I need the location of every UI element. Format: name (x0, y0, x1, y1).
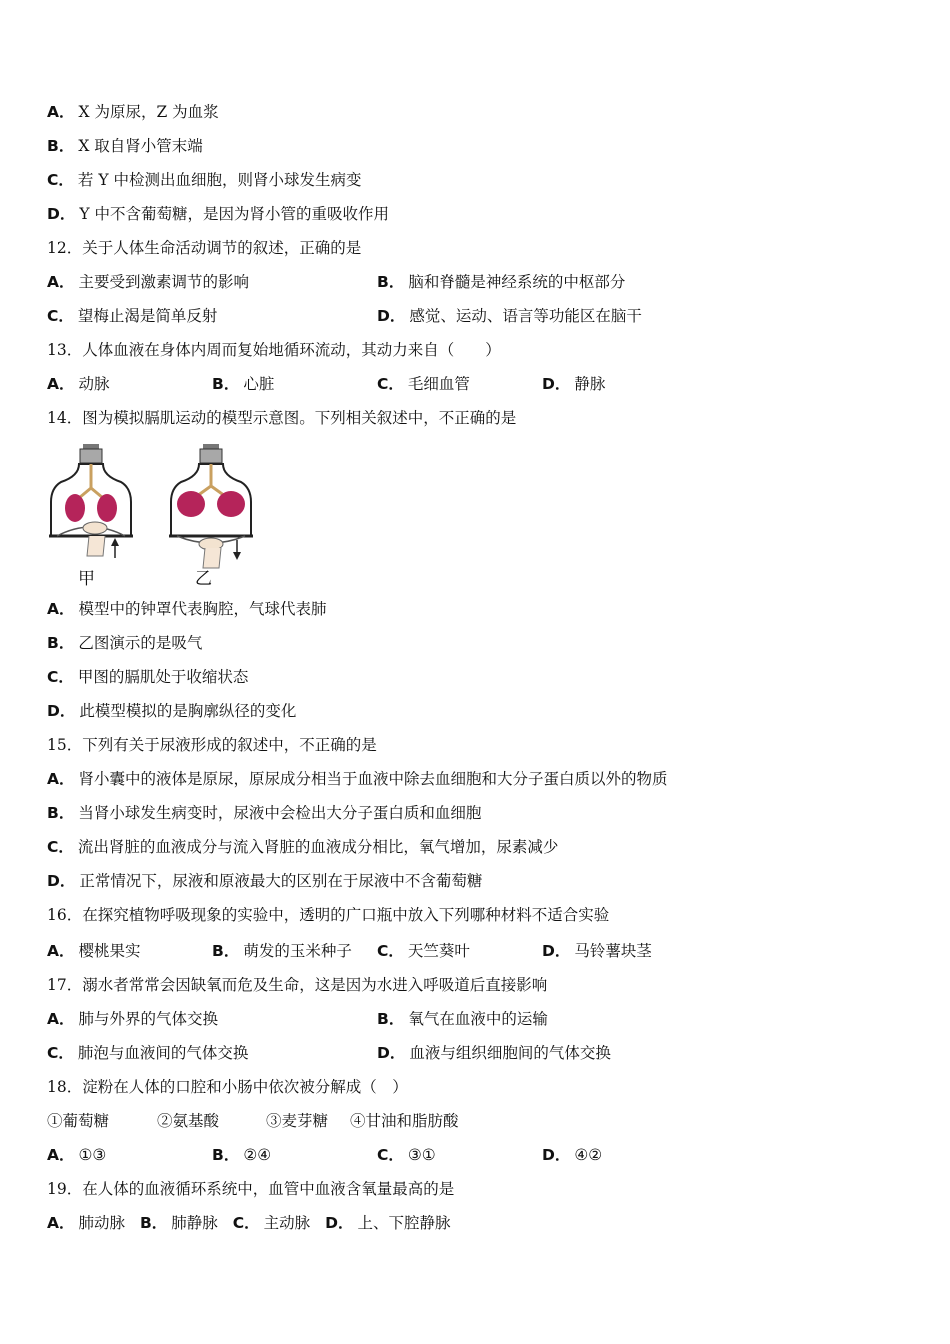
q13-stem: 13．人体血液在身体内周而复始地循环流动，其动力来自（ ） (47, 341, 501, 359)
q19-options (47, 1213, 450, 1233)
q17-option-c: C． 肺泡与血液间的气体交换 (47, 1044, 249, 1062)
q17-option-b: B． 氧气在血液中的运输 (377, 1010, 548, 1028)
q17-stem: 17．溺水者常常会因缺氧而危及生命，这是因为水进入呼吸道后直接影响 (47, 976, 548, 994)
figure-label-right: 乙 (195, 569, 212, 589)
q18-item-1: ①葡萄糖 (47, 1112, 110, 1130)
q15-option-a: A． 肾小囊中的液体是原尿，原尿成分相当于血液中除去血细胞和大分子蛋白质以外的物质 (47, 770, 668, 788)
q16-option-a: A． 樱桃果实 (47, 942, 141, 960)
figure-label-left: 甲 (78, 569, 95, 589)
q14-option-b: B． 乙图演示的是吸气 (47, 634, 203, 652)
q16-stem: 16．在探究植物呼吸现象的实验中，透明的广口瓶中放入下列哪种材料不适合实验 (47, 906, 610, 924)
q17-option-a: A． 肺与外界的气体交换 (47, 1010, 219, 1028)
jar-right (169, 444, 253, 568)
jar-left (49, 444, 133, 558)
q19-option-c-text: 主动脉 (263, 1214, 311, 1232)
q19-option-d-text: 上、下腔静脉 (357, 1214, 451, 1232)
q18-option-b: B． ②④ (212, 1146, 272, 1164)
q11-option-d: D． Y 中不含葡萄糖，是因为肾小管的重吸收作用 (47, 205, 390, 223)
q12-option-a: A． 主要受到激素调节的影响 (47, 273, 250, 291)
q15-stem: 15．下列有关于尿液形成的叙述中，不正确的是 (47, 736, 377, 754)
q12-option-c: C． 望梅止渴是简单反射 (47, 307, 218, 325)
q11-option-c: C． 若 Y 中检测出血细胞，则肾小球发生病变 (47, 171, 362, 189)
q14-option-d: D． 此模型模拟的是胸廓纵径的变化 (47, 702, 297, 720)
q13-option-d: D． 静脉 (542, 375, 606, 393)
q19-option-d-label: D． (325, 1214, 354, 1232)
q13-option-c: C． 毛细血管 (377, 375, 470, 393)
q19-option-a-text: 肺动脉 (78, 1214, 126, 1232)
q16-option-b: B． 萌发的玉米种子 (212, 942, 352, 960)
q12-option-d: D． 感觉、运动、语言等功能区在脑干 (377, 307, 642, 325)
q18-item-3: ③麦芽糖 (266, 1112, 329, 1130)
q16-option-d: D． 马铃薯块茎 (542, 942, 652, 960)
q14-option-a: A． 模型中的钟罩代表胸腔，气球代表肺 (47, 600, 327, 618)
q18-item-2: ②氨基酸 (157, 1112, 220, 1130)
q12-stem: 12．关于人体生命活动调节的叙述，正确的是 (47, 239, 362, 257)
q18-item-4: ④甘油和脂肪酸 (350, 1112, 459, 1130)
q17-option-d: D． 血液与组织细胞间的气体交换 (377, 1044, 611, 1062)
q19-option-c-label: C． (232, 1214, 260, 1232)
q13-option-a: A． 动脉 (47, 375, 110, 393)
q15-option-b: B． 当肾小球发生病变时，尿液中会检出大分子蛋白质和血细胞 (47, 804, 482, 822)
q19-option-b-label: B． (139, 1214, 168, 1232)
q19-stem: 19．在人体的血液循环系统中，血管中血液含氧量最高的是 (47, 1180, 455, 1198)
q18-option-c: C． ③① (377, 1146, 436, 1164)
q14-option-c: C． 甲图的膈肌处于收缩状态 (47, 668, 249, 686)
q18-stem: 18．淀粉在人体的口腔和小肠中依次被分解成（ ） (47, 1078, 408, 1096)
q19-option-a-label: A． (47, 1214, 75, 1232)
q14-stem: 14．图为模拟膈肌运动的模型示意图。下列相关叙述中，不正确的是 (47, 409, 517, 427)
q16-option-c: C． 天竺葵叶 (377, 942, 470, 960)
q12-option-b: B． 脑和脊髓是神经系统的中枢部分 (377, 273, 626, 291)
q18-option-a: A． ①③ (47, 1146, 107, 1164)
q18-option-d: D． ④② (542, 1146, 603, 1164)
q11-option-b: B． X 取自肾小管末端 (47, 137, 203, 155)
q19-option-b-text: 肺静脉 (171, 1214, 218, 1232)
q11-option-a: A． X 为原尿，Z 为血浆 (47, 103, 219, 121)
diaphragm-model-figure (45, 438, 265, 588)
q15-option-d: D． 正常情况下，尿液和原液最大的区别在于尿液中不含葡萄糖 (47, 872, 483, 890)
q13-option-b: B． 心脏 (212, 375, 275, 393)
q15-option-c: C． 流出肾脏的血液成分与流入肾脏的血液成分相比，氧气增加，尿素减少 (47, 838, 559, 856)
